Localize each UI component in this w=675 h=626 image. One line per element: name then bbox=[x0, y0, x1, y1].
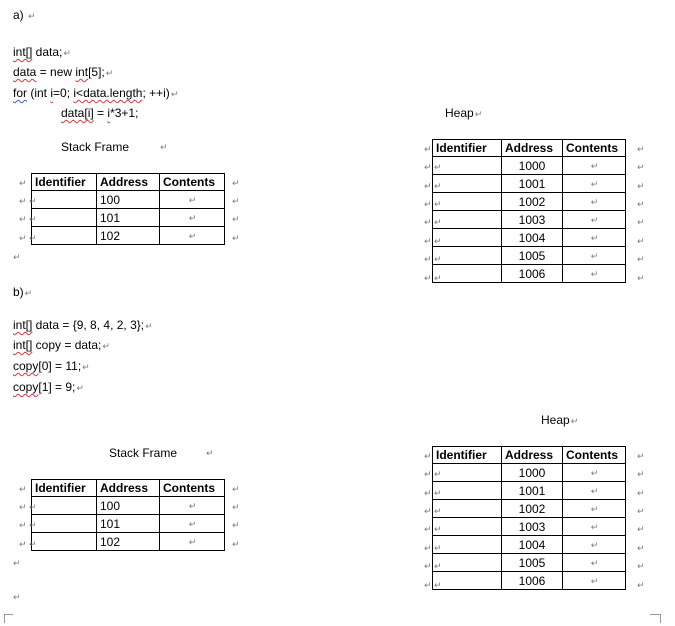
identifier-cell bbox=[32, 497, 97, 515]
identifier-cell bbox=[433, 554, 502, 572]
address-cell: 1004 bbox=[502, 229, 563, 247]
header-contents: Contents bbox=[160, 480, 225, 497]
header-contents: Contents bbox=[563, 140, 626, 157]
heap-b-title: Heap↵ bbox=[541, 413, 579, 427]
row-mark: ↵ bbox=[637, 254, 645, 264]
header-address: Address bbox=[502, 447, 563, 464]
heap-a-title: Heap↵ bbox=[445, 106, 483, 120]
row-mark: ↵ bbox=[637, 580, 645, 590]
identifier-cell bbox=[433, 536, 502, 554]
row-mark: ↵ bbox=[637, 144, 645, 154]
address-cell: 1006 bbox=[502, 572, 563, 590]
code-line-body: data[i] = i*3+1; bbox=[61, 106, 139, 120]
row-mark: ↵ ↵ bbox=[19, 214, 37, 224]
table-row bbox=[433, 518, 626, 536]
table-row bbox=[433, 229, 626, 247]
row-mark: ↵ bbox=[232, 233, 240, 243]
row-mark: ↵ ↵ bbox=[19, 233, 37, 243]
header-address: Address bbox=[97, 174, 160, 191]
address-cell: 1002 bbox=[502, 193, 563, 211]
address-cell: 1004 bbox=[502, 536, 563, 554]
part-b-label: b)↵ bbox=[13, 285, 33, 299]
row-mark: ↵ ↵ bbox=[424, 524, 442, 534]
address-cell: 1000 bbox=[502, 157, 563, 175]
contents-cell: ↵ bbox=[563, 193, 626, 211]
contents-cell: ↵ bbox=[563, 211, 626, 229]
stack-table-a bbox=[31, 173, 225, 245]
contents-cell: ↵ bbox=[160, 209, 225, 227]
row-mark: ↵ ↵ bbox=[19, 196, 37, 206]
row-mark: ↵ bbox=[637, 543, 645, 553]
table-row bbox=[433, 175, 626, 193]
stack-table-a-header bbox=[32, 174, 225, 191]
identifier-cell bbox=[32, 515, 97, 533]
table-row bbox=[32, 191, 225, 209]
table-row bbox=[433, 500, 626, 518]
row-mark: ↵ bbox=[637, 162, 645, 172]
row-mark: ↵ ↵ bbox=[424, 236, 442, 246]
row-mark: ↵ ↵ bbox=[424, 217, 442, 227]
row-mark: ↵ bbox=[232, 520, 240, 530]
row-mark: ↵ bbox=[637, 236, 645, 246]
table-row bbox=[433, 211, 626, 229]
heap-table-b bbox=[432, 446, 626, 590]
row-mark: ↵ bbox=[13, 252, 21, 262]
part-a-label: a) ↵ bbox=[13, 8, 36, 22]
row-mark: ↵ bbox=[637, 561, 645, 571]
contents-cell: ↵ bbox=[563, 482, 626, 500]
contents-cell: ↵ bbox=[563, 247, 626, 265]
code-line-b1: int[] data = {9, 8, 4, 2, 3};↵ bbox=[13, 318, 153, 332]
contents-cell: ↵ bbox=[563, 518, 626, 536]
identifier-cell bbox=[433, 175, 502, 193]
contents-cell: ↵ bbox=[563, 157, 626, 175]
row-mark: ↵ bbox=[19, 484, 27, 494]
identifier-cell bbox=[433, 247, 502, 265]
table-row bbox=[433, 536, 626, 554]
row-mark: ↵ ↵ bbox=[424, 273, 442, 283]
row-mark: ↵ ↵ bbox=[19, 502, 37, 512]
address-cell: 1006 bbox=[502, 265, 563, 283]
contents-cell: ↵ bbox=[563, 464, 626, 482]
row-mark: ↵ ↵ bbox=[424, 181, 442, 191]
contents-cell: ↵ bbox=[563, 554, 626, 572]
identifier-cell bbox=[32, 227, 97, 245]
identifier-cell bbox=[433, 265, 502, 283]
code-line-alloc: data = new int[5];↵ bbox=[13, 65, 114, 79]
row-mark: ↵ bbox=[637, 469, 645, 479]
row-mark: ↵ ↵ bbox=[424, 506, 442, 516]
row-mark: ↵ ↵ bbox=[424, 543, 442, 553]
contents-cell: ↵ bbox=[563, 500, 626, 518]
row-mark: ↵ ↵ bbox=[19, 520, 37, 530]
table-row bbox=[433, 482, 626, 500]
contents-cell: ↵ bbox=[160, 191, 225, 209]
row-mark: ↵ bbox=[232, 484, 240, 494]
row-mark: ↵ bbox=[232, 196, 240, 206]
code-line-b4: copy[1] = 9;↵ bbox=[13, 380, 84, 394]
page-corner-marker bbox=[650, 614, 661, 623]
row-mark: ↵ bbox=[13, 558, 21, 568]
header-identifier: Identifier bbox=[32, 174, 97, 191]
identifier-cell bbox=[433, 500, 502, 518]
identifier-cell bbox=[433, 518, 502, 536]
address-cell: 1001 bbox=[502, 482, 563, 500]
table-row bbox=[433, 572, 626, 590]
address-cell: 1001 bbox=[502, 175, 563, 193]
row-mark: ↵ bbox=[637, 273, 645, 283]
table-row bbox=[433, 157, 626, 175]
table-row bbox=[32, 533, 225, 551]
identifier-cell bbox=[433, 211, 502, 229]
header-identifier: Identifier bbox=[433, 140, 502, 157]
identifier-cell bbox=[32, 209, 97, 227]
row-mark: ↵ bbox=[232, 214, 240, 224]
identifier-cell bbox=[433, 464, 502, 482]
identifier-cell bbox=[433, 482, 502, 500]
row-mark: ↵ ↵ bbox=[424, 580, 442, 590]
heap-table-a bbox=[432, 139, 626, 283]
heap-table-b-header bbox=[433, 447, 626, 464]
address-cell: 100 bbox=[97, 191, 160, 209]
identifier-cell bbox=[433, 193, 502, 211]
code-line-decl: int[] data;↵ bbox=[13, 45, 71, 59]
table-row bbox=[433, 464, 626, 482]
header-address: Address bbox=[502, 140, 563, 157]
stack-b-title-mark: ↵ bbox=[206, 448, 214, 458]
table-row bbox=[433, 265, 626, 283]
identifier-cell bbox=[32, 191, 97, 209]
row-mark: ↵ ↵ bbox=[424, 469, 442, 479]
address-cell: 102 bbox=[97, 533, 160, 551]
header-contents: Contents bbox=[563, 447, 626, 464]
table-row bbox=[433, 247, 626, 265]
row-mark: ↵ bbox=[637, 217, 645, 227]
address-cell: 1003 bbox=[502, 211, 563, 229]
address-cell: 1005 bbox=[502, 554, 563, 572]
address-cell: 1003 bbox=[502, 518, 563, 536]
row-mark: ↵ bbox=[637, 488, 645, 498]
address-cell: 1000 bbox=[502, 464, 563, 482]
row-mark: ↵ bbox=[637, 506, 645, 516]
contents-cell: ↵ bbox=[563, 572, 626, 590]
row-mark: ↵ bbox=[637, 524, 645, 534]
row-mark: ↵ ↵ bbox=[424, 162, 442, 172]
row-mark: ↵ bbox=[19, 178, 27, 188]
table-row bbox=[32, 227, 225, 245]
row-mark: ↵ ↵ bbox=[424, 488, 442, 498]
table-row bbox=[433, 554, 626, 572]
stack-table-b bbox=[31, 479, 225, 551]
header-identifier: Identifier bbox=[433, 447, 502, 464]
row-mark: ↵ ↵ bbox=[424, 199, 442, 209]
identifier-cell bbox=[433, 572, 502, 590]
table-row bbox=[32, 497, 225, 515]
identifier-cell bbox=[32, 533, 97, 551]
address-cell: 1005 bbox=[502, 247, 563, 265]
contents-cell: ↵ bbox=[563, 536, 626, 554]
row-mark: ↵ ↵ bbox=[424, 254, 442, 264]
header-contents: Contents bbox=[160, 174, 225, 191]
row-mark: ↵ bbox=[637, 199, 645, 209]
row-mark: ↵ bbox=[424, 144, 432, 154]
page-corner-marker bbox=[4, 614, 13, 623]
row-mark: ↵ bbox=[13, 592, 21, 602]
contents-cell: ↵ bbox=[160, 497, 225, 515]
row-mark: ↵ bbox=[424, 451, 432, 461]
row-mark: ↵ ↵ bbox=[424, 561, 442, 571]
contents-cell: ↵ bbox=[563, 229, 626, 247]
address-cell: 101 bbox=[97, 515, 160, 533]
stack-table-b-header bbox=[32, 480, 225, 497]
contents-cell: ↵ bbox=[160, 533, 225, 551]
row-mark: ↵ bbox=[637, 451, 645, 461]
contents-cell: ↵ bbox=[563, 265, 626, 283]
address-cell: 102 bbox=[97, 227, 160, 245]
header-address: Address bbox=[97, 480, 160, 497]
contents-cell: ↵ bbox=[160, 515, 225, 533]
header-identifier: Identifier bbox=[32, 480, 97, 497]
stack-b-title: Stack Frame bbox=[109, 446, 178, 460]
row-mark: ↵ bbox=[232, 502, 240, 512]
identifier-cell bbox=[433, 229, 502, 247]
identifier-cell bbox=[433, 157, 502, 175]
table-row bbox=[433, 193, 626, 211]
address-cell: 1002 bbox=[502, 500, 563, 518]
contents-cell: ↵ bbox=[563, 175, 626, 193]
contents-cell: ↵ bbox=[160, 227, 225, 245]
address-cell: 100 bbox=[97, 497, 160, 515]
heap-table-a-header bbox=[433, 140, 626, 157]
address-cell: 101 bbox=[97, 209, 160, 227]
row-mark: ↵ bbox=[232, 539, 240, 549]
row-mark: ↵ bbox=[637, 181, 645, 191]
row-mark: ↵ ↵ bbox=[19, 539, 37, 549]
code-line-for: for (int i=0; i<data.length; ++i)↵ bbox=[13, 86, 179, 100]
code-line-b2: int[] copy = data;↵ bbox=[13, 338, 110, 352]
table-row bbox=[32, 515, 225, 533]
stack-a-title: Stack Frame bbox=[61, 140, 130, 154]
row-mark: ↵ bbox=[232, 178, 240, 188]
stack-a-title-mark: ↵ bbox=[160, 142, 168, 152]
table-row bbox=[32, 209, 225, 227]
code-line-b3: copy[0] = 11;↵ bbox=[13, 359, 90, 373]
